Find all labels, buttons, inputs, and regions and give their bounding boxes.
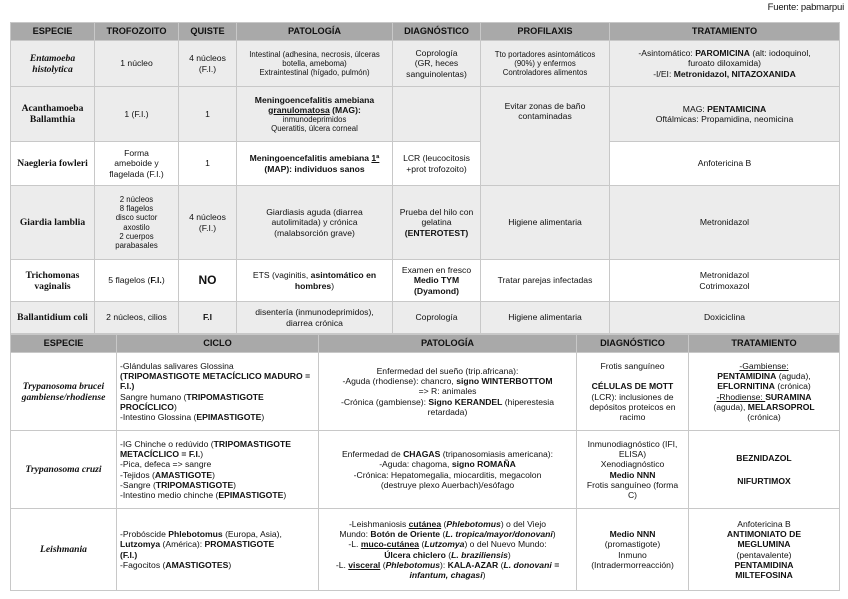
patologia-cell: Meningoencefalitis amebiana 1ª (MAP): individuos sanos — [237, 142, 393, 186]
tratamiento-cell: MAG: PENTAMICINA Oftálmicas: Propamidina, neomicina — [610, 87, 840, 142]
table-row — [11, 186, 840, 260]
quiste-cell: 1 — [179, 87, 237, 142]
patologia-cell: ETS (vaginitis, asintomático en hombres) — [237, 260, 393, 302]
col-patologia: PATOLOGÍA — [319, 335, 577, 353]
diagnostico-cell — [393, 87, 481, 142]
species-cell: Entamoeba histolytica — [11, 41, 95, 87]
table-row — [11, 431, 840, 509]
source-credit: Fuente: pabmarpui — [767, 2, 844, 13]
tratamiento-cell: -Gambiense: PENTAMIDINA (aguda), EFLORNITINA (crónica) -Rhodiense: SURAMINA (aguda), MELARSOPROL (crónica) — [689, 353, 840, 431]
table-row — [11, 87, 840, 142]
trofozoito-cell: Forma ameboide y flagelada (F.I.) — [95, 142, 179, 186]
diagnostico-cell: Frotis sanguíneo CÉLULAS DE MOTT (LCR): inclusiones de depósitos proteicos en racimo — [577, 353, 689, 431]
patologia-cell: Meningoencefalitis amebiana granulomatosa (MAG): inmunodeprimidos Queratitis, úlcera corneal — [237, 87, 393, 142]
profilaxis-cell: Tratar parejas infectadas — [481, 260, 610, 302]
quiste-cell: 4 núcleos (F.I.) — [179, 186, 237, 260]
col-quiste: QUISTE — [179, 23, 237, 41]
tratamiento-cell: Metronidazol Cotrimoxazol — [610, 260, 840, 302]
profilaxis-cell: Higiene alimentaria — [481, 186, 610, 260]
diagnostico-cell: Examen en fresco Medio TYM (Dyamond) — [393, 260, 481, 302]
species-cell: Leishmania — [11, 509, 117, 591]
profilaxis-cell: Tto portadores asintomáticos (90%) y enfermos Controladores alimentos — [481, 41, 610, 87]
trofozoito-cell: 1 núcleo — [95, 41, 179, 87]
patologia-cell: disentería (inmunodeprimidos), diarrea crónica — [237, 302, 393, 334]
diagnostico-cell: LCR (leucocitosis +prot trofozoito) — [393, 142, 481, 186]
ciclo-cell: -IG Chinche o redúvido (TRIPOMASTIGOTE METACÍCLICO = F.I.) -Pica, defeca => sangre -Tejidos (AMASTIGOTE) -Sangre (TRIPOMASTIGOTE) -Intestino medio chinche (EPIMASTIGOTE) — [117, 431, 319, 509]
trofozoito-cell: 5 flagelos (F.I.) — [95, 260, 179, 302]
species-cell: Naegleria fowleri — [11, 142, 95, 186]
col-profilaxis: PROFILAXIS — [481, 23, 610, 41]
ciclo-cell: -Glándulas salivares Glossina (TRIPOMASTIGOTE METACÍCLICO MADURO = F.I.) Sangre humano (TRIPOMASTIGOTE PROCÍCLICO) -Intestino Glossina (EPIMASTIGOTE) — [117, 353, 319, 431]
diagnostico-cell: Prueba del hilo con gelatina (ENTEROTEST) — [393, 186, 481, 260]
species-cell: Trypanosoma brucei gambiense/rhodiense — [11, 353, 117, 431]
table-row — [11, 41, 840, 87]
quiste-cell: 4 núcleos (F.I.) — [179, 41, 237, 87]
col-ciclo: CICLO — [117, 335, 319, 353]
diagnostico-cell: Coprología (GR, heces sanguinolentas) — [393, 41, 481, 87]
tratamiento-cell: Anfotericina B ANTIMONIATO DE MEGLUMINA (pentavalente) PENTAMIDINA MILTEFOSINA — [689, 509, 840, 591]
col-diagnostico: DIAGNÓSTICO — [393, 23, 481, 41]
quiste-cell: 1 — [179, 142, 237, 186]
tratamiento-cell: -Asintomático: PAROMICINA (alt: iodoquinol, furoato diloxamida) -I/EI: Metronidazol, NITAZOXANIDA — [610, 41, 840, 87]
patologia-cell: Enfermedad de CHAGAS (tripanosomiasis americana): -Aguda: chagoma, signo ROMAÑA -Crónica: Hepatomegalia, miocarditis, megacolon (destruye plexo Auerbach)/esófago — [319, 431, 577, 509]
table-row — [11, 509, 840, 591]
patologia-cell: -Leishmaniosis cutánea (Phlebotomus) o del Viejo Mundo: Botón de Oriente (L. tropica/mayor/donovani) -L. muco-cutánea (Lutzomya) o del Nuevo Mundo: Úlcera chiclero (L. braziliensis) -L. visceral (Phlebotomus): KALA-AZAR (L. donovani = infantum, chagasi) — [319, 509, 577, 591]
diagnostico-cell: Medio NNN (promastigote) Inmuno (Intradermorreacción) — [577, 509, 689, 591]
table-header-row — [11, 23, 840, 41]
profilaxis-cell: Evitar zonas de baño contaminadas — [481, 87, 610, 186]
quiste-cell: F.I — [179, 302, 237, 334]
species-cell: Ballantidium coli — [11, 302, 95, 334]
trofozoito-cell: 2 núcleos 8 flagelos disco suctor axostilo 2 cuerpos parabasales — [95, 186, 179, 260]
col-trofozoito: TROFOZOITO — [95, 23, 179, 41]
col-especie: ESPECIE — [11, 23, 95, 41]
trofozoito-cell: 1 (F.I.) — [95, 87, 179, 142]
table-row — [11, 353, 840, 431]
col-tratamiento: TRATAMIENTO — [689, 335, 840, 353]
diagnostico-cell: Inmunodiagnóstico (IFI, ELISA) Xenodiagnóstico Medio NNN Frotis sanguíneo (forma C) — [577, 431, 689, 509]
quiste-cell: NO — [179, 260, 237, 302]
species-cell: Giardia lamblia — [11, 186, 95, 260]
tratamiento-cell: Metronidazol — [610, 186, 840, 260]
trofozoito-cell: 2 núcleos, cilios — [95, 302, 179, 334]
tratamiento-cell: BEZNIDAZOL NIFURTIMOX — [689, 431, 840, 509]
table-row — [11, 260, 840, 302]
table-row — [11, 142, 840, 186]
col-tratamiento: TRATAMIENTO — [610, 23, 840, 41]
species-cell: Trypanosoma cruzi — [11, 431, 117, 509]
col-patologia: PATOLOGÍA — [237, 23, 393, 41]
protozoa-table — [10, 22, 840, 334]
patologia-cell: Intestinal (adhesina, necrosis, úlceras botella, ameboma) Extraintestinal (hígado, pulmón) — [237, 41, 393, 87]
patologia-cell: Enfermedad del sueño (trip.africana): -Aguda (rhodiense): chancro, signo WINTERBOTTOM => R: animales -Crónica (gambiense): Signo KERANDEL (hiperestesia retardada) — [319, 353, 577, 431]
diagnostico-cell: Coprología — [393, 302, 481, 334]
table-row — [11, 302, 840, 334]
tratamiento-cell: Anfotericina B — [610, 142, 840, 186]
patologia-cell: Giardiasis aguda (diarrea autolimitada) y crónica (malabsorción grave) — [237, 186, 393, 260]
tratamiento-cell: Doxiciclina — [610, 302, 840, 334]
trypanosomatid-table — [10, 334, 840, 591]
col-especie: ESPECIE — [11, 335, 117, 353]
col-diagnostico: DIAGNÓSTICO — [577, 335, 689, 353]
species-cell: Trichomonas vaginalis — [11, 260, 95, 302]
table-header-row — [11, 335, 840, 353]
ciclo-cell: -Probóscide Phlebotomus (Europa, Asia), Lutzomya (América): PROMASTIGOTE (F.I.) -Fagocitos (AMASTIGOTES) — [117, 509, 319, 591]
species-cell: Acanthamoeba Ballamthia — [11, 87, 95, 142]
profilaxis-cell: Higiene alimentaria — [481, 302, 610, 334]
